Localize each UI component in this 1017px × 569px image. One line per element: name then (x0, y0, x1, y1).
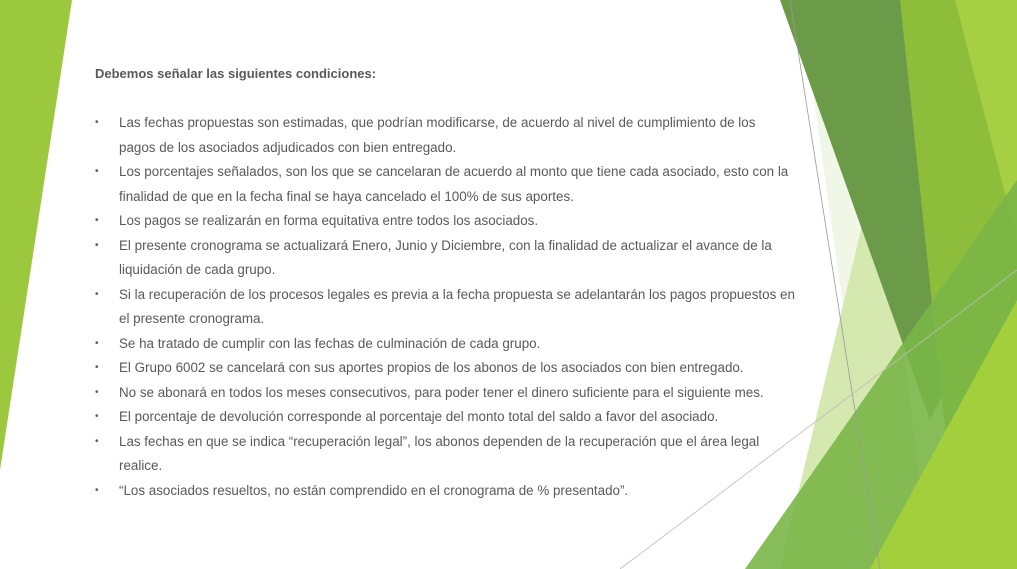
bullet-icon: • (95, 239, 99, 251)
list-item-text: No se abonará en todos los meses consecutivos, para poder tener el dinero suficiente para el siguiente mes. (119, 384, 764, 400)
list-item-text: Los porcentajes señalados, son los que se cancelaran de acuerdo al monto que tiene cada asociado, esto con la finalidad de que en la fecha final se haya cancelado el 100% de sus aportes. (119, 164, 789, 204)
list-item (95, 430, 795, 479)
list-item (95, 381, 795, 406)
bullet-icon: • (95, 484, 99, 496)
list-item (95, 356, 795, 381)
list-item-text: Si la recuperación de los procesos legales es previa a la fecha propuesta se adelantarán los pagos propuestos en el presente cronograma. (119, 286, 795, 326)
bullet-icon: • (95, 362, 99, 373)
bullet-icon: • (95, 386, 99, 398)
list-item-text: El porcentaje de devolución corresponde al porcentaje del monto total del saldo a favor del asociado. (119, 409, 719, 424)
bullet-icon: • (95, 117, 99, 128)
slide-content (95, 66, 795, 503)
bullet-icon: • (95, 215, 99, 226)
list-item (95, 160, 795, 209)
list-item (95, 405, 795, 430)
list-item-text: Se ha tratado de cumplir con las fechas de culminación de cada grupo. (119, 335, 541, 351)
conditions-list (95, 111, 795, 503)
list-item-text: “Los asociados resueltos, no están comprendido en el cronograma de % presentado”. (119, 482, 629, 498)
list-item-text: Las fechas propuestas son estimadas, que podrían modificarse, de acuerdo al nivel de cumplimiento de los pagos de los asociados adjudicados con bien entregado. (119, 115, 756, 155)
slide-heading: Debemos señalar las siguientes condiciones: (95, 66, 377, 81)
left-green-triangle (0, 0, 72, 470)
list-item (95, 111, 795, 160)
bullet-icon: • (95, 435, 99, 447)
list-item (95, 332, 795, 357)
list-item-text: Los pagos se realizarán en forma equitativa entre todos los asociados. (119, 213, 539, 228)
bullet-icon: • (95, 288, 99, 300)
list-item-text: Las fechas en que se indica “recuperación legal”, los abonos dependen de la recuperación que el área legal realice. (119, 433, 760, 473)
bullet-icon: • (95, 337, 99, 349)
list-item (95, 234, 795, 283)
bullet-icon: • (95, 411, 99, 422)
list-item (95, 283, 795, 332)
list-item-text: El Grupo 6002 se cancelará con sus aportes propios de los abonos de los asociados con bien entregado. (119, 360, 744, 375)
bullet-icon: • (95, 166, 99, 177)
list-item-text: El presente cronograma se actualizará Enero, Junio y Diciembre, con la finalidad de actualizar el avance de la liquidación de cada grupo. (119, 237, 772, 277)
list-item (95, 479, 795, 504)
list-item (95, 209, 795, 234)
